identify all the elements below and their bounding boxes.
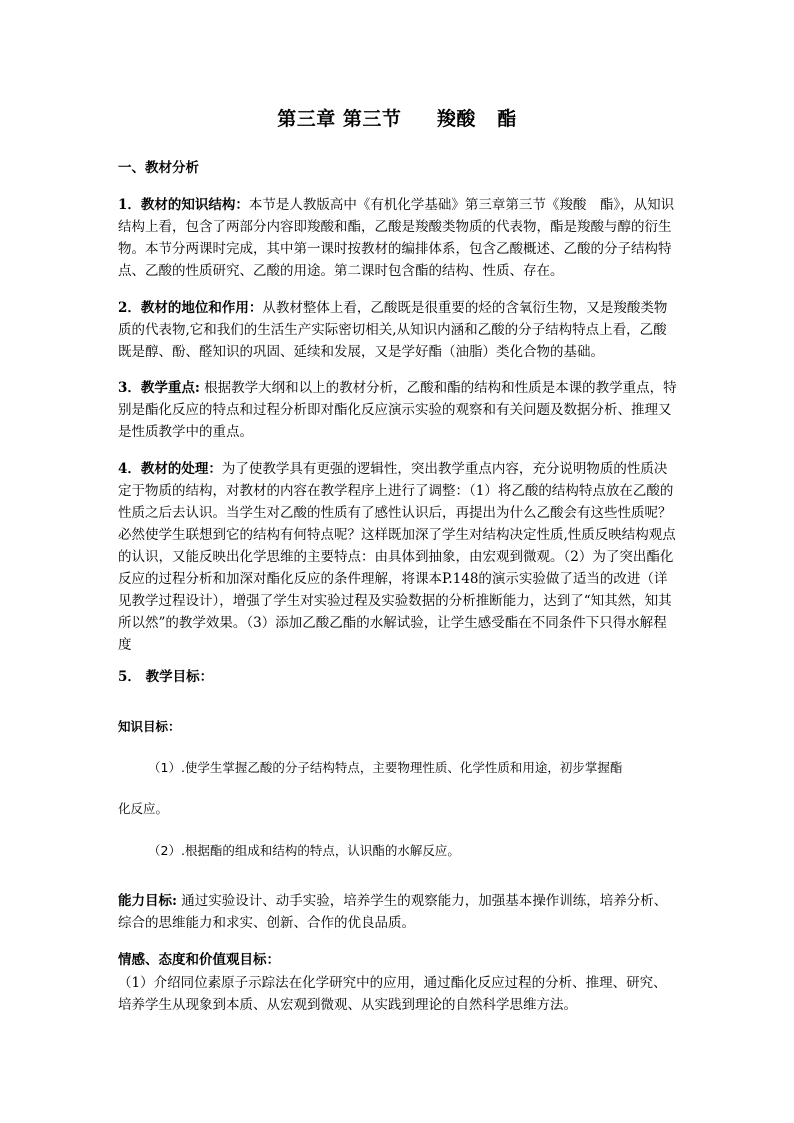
emotion-goals-heading: 情感、态度和价值观目标： xyxy=(118,952,280,968)
paragraph-text: 通过实验设计、动手实验，培养学生的观察能力，加强基本操作训练，培养分析、综合的思维能力和求实、创新、合作的优良品质。 xyxy=(118,893,668,931)
knowledge-goal-item-1: （1）.使学生掌握乙酸的分子结构特点，主要物理性质、化学性质和用途，初步掌握酯 xyxy=(148,760,623,775)
paragraph-ability-goals xyxy=(118,890,678,934)
paragraph-knowledge-structure xyxy=(118,194,678,282)
paragraph-text: 为了使教学具有更强的逻辑性，突出教学重点内容，充分说明物质的性质决定于物质的结构，对教材的内容在教学程序上进行了调整：（1）将乙酸的结构特点放在乙酸的性质之后去认识。当学生对乙酸的性质有了感性认识后，再提出为什么乙酸会有这些性质呢？必然使学生联想到它的结构有何特点呢？这样既加深了学生对结构决定性质,性质反映结构观点的认识，又能反映出化学思维的主要特点：由具体到抽象，由宏观到微观。（2）为了突出酯化反应的过程分析和加深对酯化反应的条件理解，将课本P.148的演示实验做了适当的改进（详见教学过程设计），增强了学生对实验过程及实验数据的分析推断能力，达到了“知其然，知其所以然”的教学效果。（3）添加乙酸乙酯的水解试验，让学生感受酯在不同条件下只得水解程度 xyxy=(118,461,676,653)
knowledge-goals-heading: 知识目标： xyxy=(118,719,181,734)
paragraph-emotion-goals: （1）介绍同位素原子示踪法在化学研究中的应用，通过酯化反应过程的分析、推理、研究、培养学生从现象到本质、从宏观到微观、从实践到理论的自然科学思维方法。 xyxy=(118,975,667,1013)
paragraph-lead: 1．教材的知识结构： xyxy=(118,197,249,213)
paragraph-textbook-handling xyxy=(118,458,678,656)
knowledge-goal-item-2: （2）.根据酯的组成和结构的特点，认识酯的水解反应。 xyxy=(148,843,460,858)
section-heading-textbook-analysis: 一、教材分析 xyxy=(118,160,199,176)
paragraph-text: 本节是人教版高中《有机化学基础》第三章第三节《羧酸 酯》，从知识结构上看，包含了两部分内容即羧酸和酯，乙酸是羧酸类物质的代表物，酯是羧酸与醇的衍生物。本节分两课时完成，其中第一课时按教材的编排体系，包含乙酸概述、乙酸的分子结构特点、乙酸的性质研究、乙酸的用途。第二课时包含酯的结构、性质、存在。 xyxy=(118,197,675,279)
paragraph-status-and-role xyxy=(118,297,678,363)
paragraph-lead: 3．教学重点: xyxy=(118,380,200,396)
knowledge-goal-item-1-continued: 化反应。 xyxy=(118,801,169,816)
paragraph-text: 根据教学大纲和以上的教材分析，乙酸和酯的结构和性质是本课的教学重点，特别是酯化反应的特点和过程分析即对酯化反应演示实验的观察和有关问题及数据分析、推理又是性质教学中的重点。 xyxy=(118,380,677,440)
paragraph-text: 从教材整体上看，乙酸既是很重要的烃的含氧衍生物，又是羧酸类物质的代表物,它和我们的生活生产实际密切相关,从知识内涵和乙酸的分子结构特点上看，乙酸既是醇、酚、醛知识的巩固、延续和发展，又是学好酯（油脂）类化合物的基础。 xyxy=(118,300,668,360)
paragraph-lead: 4．教材的处理： xyxy=(118,461,222,477)
paragraph-teaching-focus xyxy=(118,377,678,443)
paragraph-lead: 能力目标: xyxy=(118,893,177,909)
section-heading-teaching-goals: 5． 教学目标： xyxy=(118,669,214,685)
page-title: 第三章 第三节 羧酸 酯 xyxy=(277,108,517,130)
paragraph-lead: 2．教材的地位和作用： xyxy=(118,300,263,316)
